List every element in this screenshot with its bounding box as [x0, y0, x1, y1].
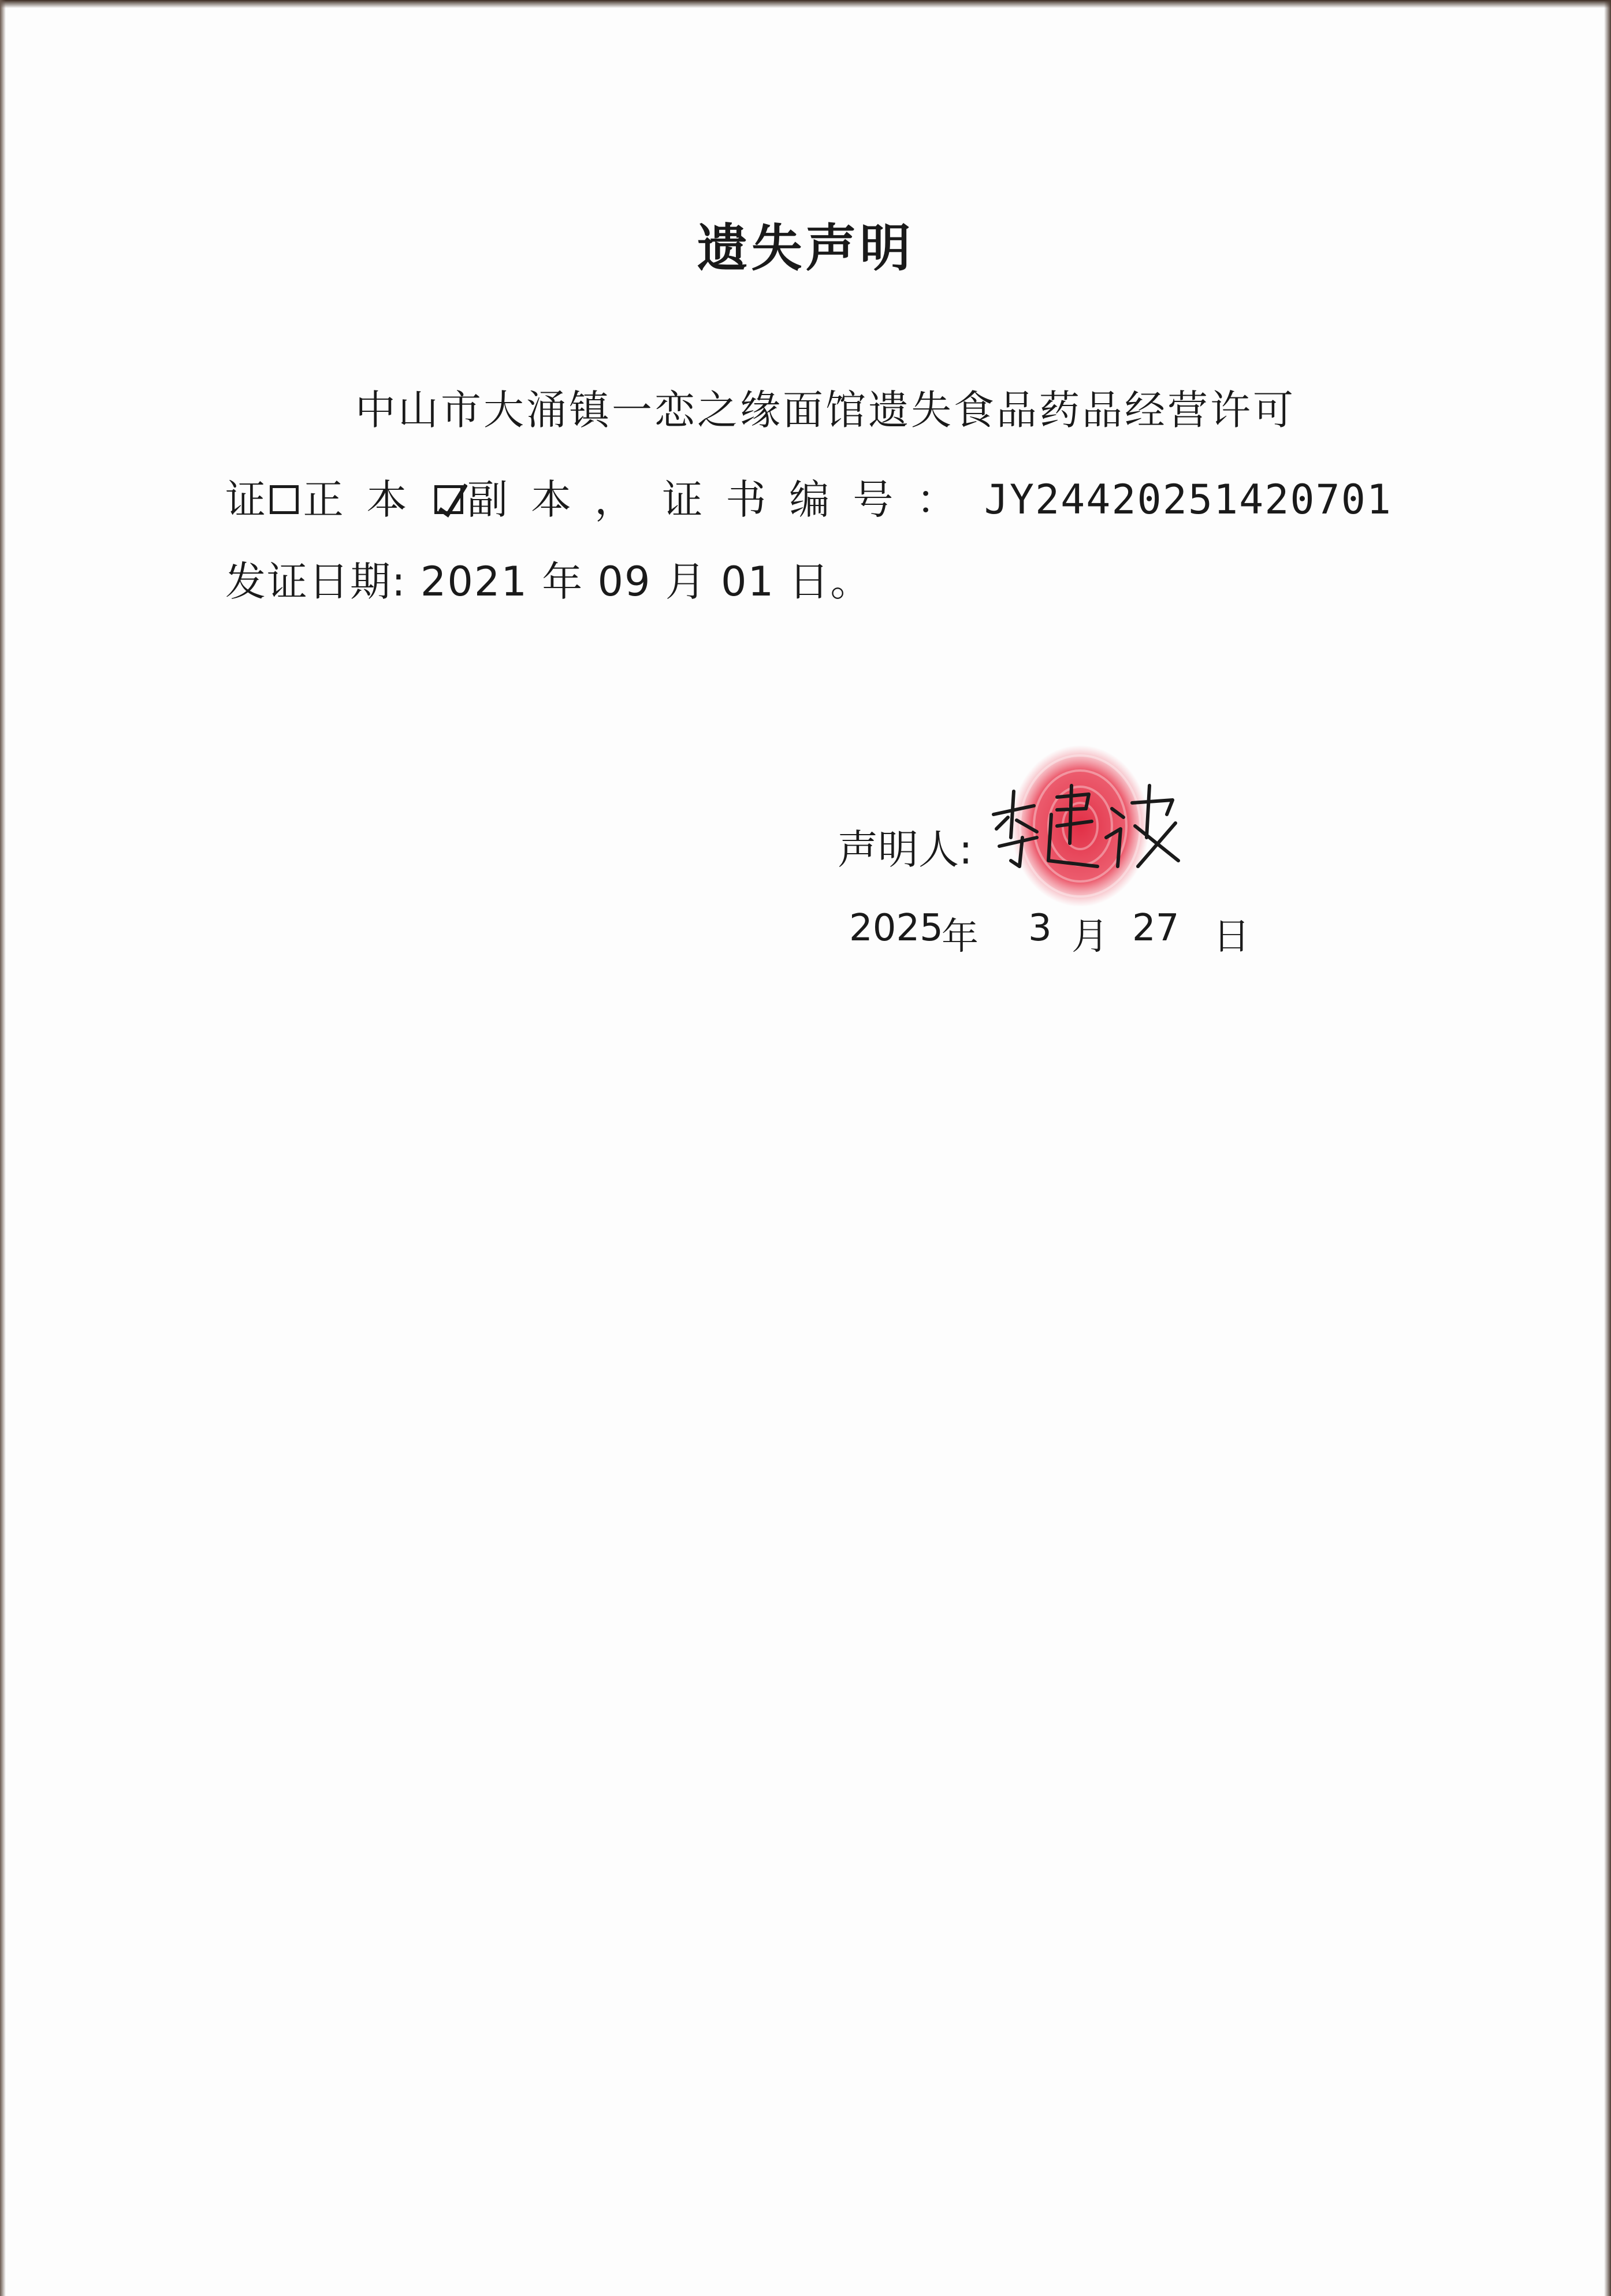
scan-edge-top — [0, 0, 1611, 8]
scan-edge-right — [1604, 0, 1611, 2296]
original-label: 正本 — [303, 476, 430, 523]
sign-month: 3 — [1028, 907, 1052, 950]
sign-year-unit: 年 — [942, 916, 978, 958]
document-title: 遗失声明 — [697, 218, 914, 278]
sign-month-unit: 月 — [1071, 916, 1108, 958]
cert-number: JY24420251420701 — [984, 476, 1392, 523]
cert-no-label: 证书编号： — [662, 476, 980, 523]
line2-prefix: 证 — [225, 476, 266, 523]
copy-label: 副本， — [467, 476, 658, 523]
original-checkbox — [270, 485, 299, 514]
statement-line-2 — [225, 476, 1392, 523]
copy-checkbox — [434, 485, 463, 514]
statement-line-3: 发证日期: 2021 年 09 月 01 日。 — [225, 558, 872, 605]
declarant-label: 声明人: — [838, 826, 973, 873]
handwritten-signature — [982, 774, 1190, 878]
sign-day-unit: 日 — [1213, 916, 1250, 958]
sign-year: 2025 — [849, 907, 943, 950]
sign-day: 27 — [1132, 907, 1180, 950]
check-mark-icon — [435, 482, 467, 519]
statement-line-1: 中山市大涌镇一恋之缘面馆遗失食品药品经营许可 — [355, 386, 1296, 434]
scan-edge-left — [0, 0, 6, 2296]
